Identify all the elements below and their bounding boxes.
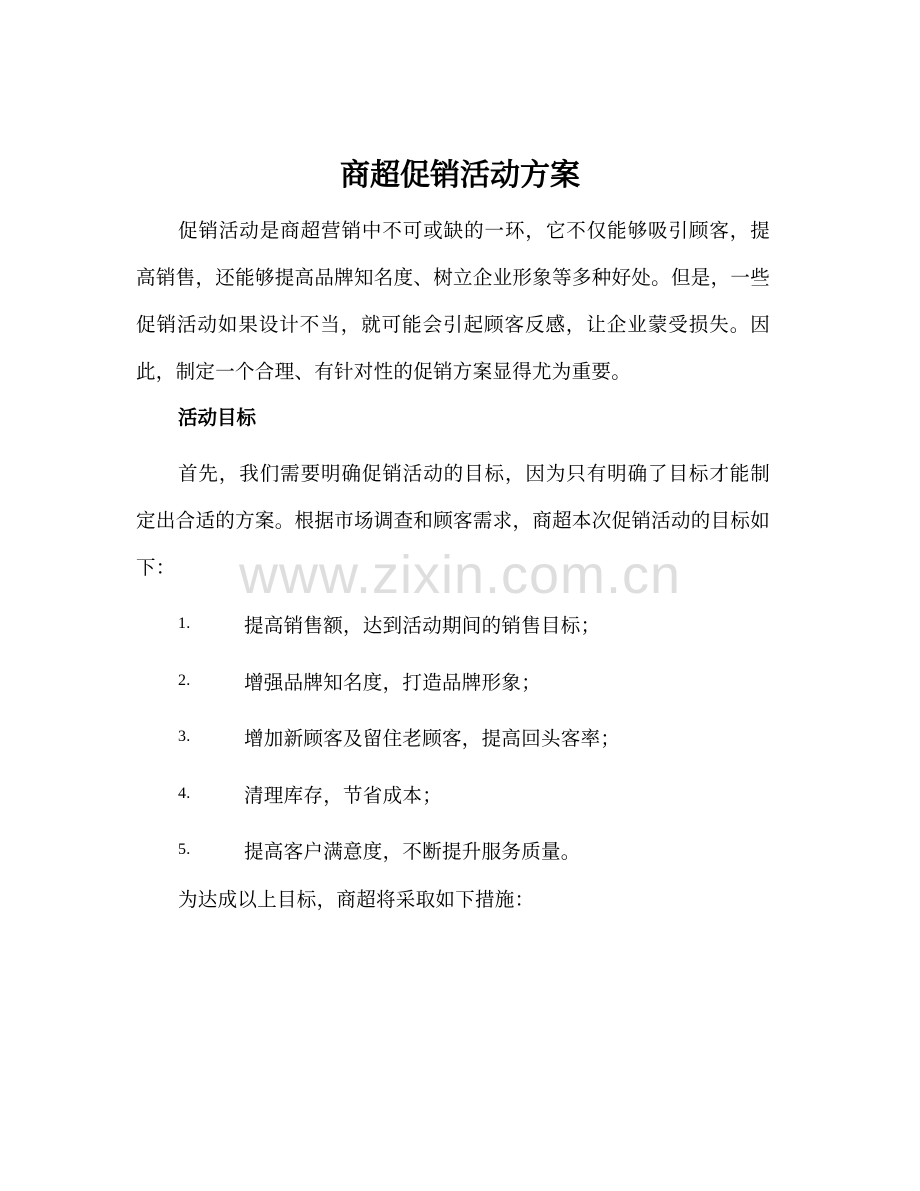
list-item-number: 2.	[178, 671, 191, 689]
list-item-number: 4.	[178, 784, 191, 802]
list-item-number: 1.	[178, 615, 191, 633]
list-item	[178, 653, 620, 710]
list-item-text: 提高销售额，达到活动期间的销售目标；	[244, 614, 601, 638]
list-item-number: 3.	[178, 728, 191, 746]
list-item	[178, 709, 620, 766]
measures-intro-paragraph: 为达成以上目标，商超将采取如下措施：	[178, 888, 535, 911]
document-title: 商超促销活动方案	[340, 158, 580, 193]
intro-paragraph: 促销活动是商超营销中不可或缺的一环，它不仅能够吸引顾客，提高销售，还能够提高品牌知名度、树立企业形象等多种好处。但是，一些促销活动如果设计不当，就可能会引起顾客反感，让企业蒙受损失。因此，制定一个合理、有针对性的促销方案显得尤为重要。	[136, 219, 770, 383]
list-item-text: 清理库存，节省成本；	[244, 783, 443, 807]
list-item-number: 5.	[178, 841, 191, 859]
section-heading: 活动目标	[178, 406, 257, 429]
section-intro-paragraph: 首先，我们需要明确促销活动的目标，因为只有明确了目标才能制定出合适的方案。根据市场调查和顾客需求，商超本次促销活动的目标如下：	[136, 462, 770, 579]
list-item-text: 增强品牌知名度，打造品牌形象；	[244, 670, 542, 694]
watermark: www.zixin.com.cn	[238, 545, 682, 605]
goals-list	[178, 596, 620, 879]
list-item	[178, 822, 620, 879]
list-item	[178, 766, 620, 823]
list-item-text: 增加新顾客及留住老顾客，提高回头客率；	[244, 727, 621, 751]
list-item-text: 提高客户满意度，不断提升服务质量。	[244, 840, 581, 864]
list-item	[178, 596, 620, 653]
